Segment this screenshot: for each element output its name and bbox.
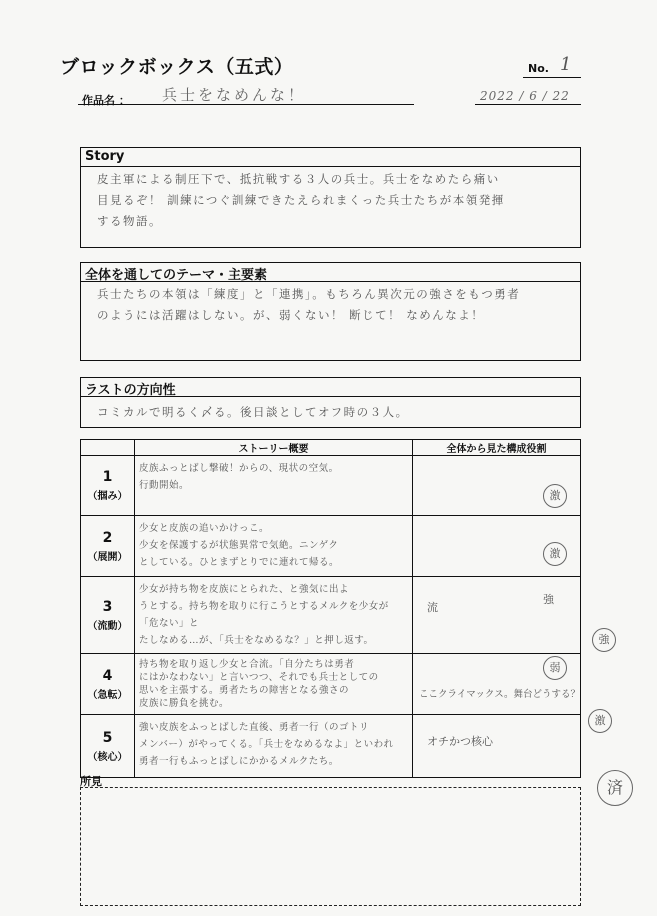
structure-table [80, 439, 581, 778]
row-story-cell [135, 577, 413, 654]
row-number-cell [81, 654, 135, 715]
row-label: （急転） [87, 689, 128, 701]
shoken-label: 所見 [80, 775, 102, 788]
table-header-row [81, 440, 581, 456]
row-role-cell [413, 577, 581, 654]
col-role-header: 全体から見た構成役割 [413, 440, 581, 456]
row-role-cell [413, 516, 581, 577]
row3-side-mark: 強 [543, 593, 554, 606]
no-label: No. [528, 62, 549, 75]
table-row [81, 577, 581, 654]
no-value: 1 [560, 54, 572, 75]
right-margin-mark: 強 [592, 628, 616, 652]
col-story-header: ストーリー概要 [135, 440, 413, 456]
work-title-label: 作品名 ： [82, 94, 130, 107]
row-number: 2 [102, 529, 113, 546]
row-number: 1 [102, 469, 113, 485]
row-role-cell [413, 715, 581, 778]
row-story-cell [135, 456, 413, 516]
right-margin-mark: 激 [588, 709, 612, 733]
row-number: 3 [102, 598, 113, 615]
row-number: 4 [102, 667, 113, 684]
table-row [81, 715, 581, 778]
row-mark: 激 [543, 484, 567, 508]
row-mark: 激 [543, 542, 567, 566]
theme-section [80, 262, 581, 361]
row-number-cell [81, 715, 135, 778]
last-section [80, 377, 581, 428]
row-mark: 流 [427, 601, 438, 614]
row-story-cell [135, 516, 413, 577]
table-row [81, 456, 581, 516]
last-text: コミカルで明るく〆る。後日談としてオフ時の３人。 [97, 405, 409, 419]
row-label: （流動） [87, 620, 128, 632]
table-row [81, 516, 581, 577]
work-title-underline [78, 104, 414, 105]
theme-text: 兵士たちの本領は「練度」と「連携」。もちろん異次元の強さをもつ勇者 のようには活躍はしない。が、弱くない！ 断じて！ なめんなよ！ [97, 287, 521, 322]
theme-heading: 全体を通してのテーマ・主要素 [81, 263, 580, 282]
row-story: 皮族ふっとばし撃破！からの、現状の空気。 行動開始。 [139, 463, 339, 491]
row-role-cell [413, 654, 581, 715]
row-label: （展開） [87, 551, 128, 563]
row-story: 持ち物を取り返し少女と合流。「自分たちは勇者 にはかなわない」と言いつつ、それでも兵士としての 思いを主張する。勇者たちの障害となる強さの 皮族に勝負を挑む。 [139, 659, 379, 709]
work-title-value: 兵士をなめんな！ [162, 86, 307, 104]
row4-circle-mark: 弱 [543, 656, 567, 680]
table-corner [81, 440, 135, 456]
shoken-box [80, 787, 581, 906]
row-story-cell [135, 715, 413, 778]
row-label: （核心） [87, 751, 128, 763]
last-heading: ラストの方向性 [81, 378, 580, 397]
story-heading: Story [81, 148, 580, 167]
story-section [80, 147, 581, 248]
no-underline [523, 77, 581, 78]
row-number-cell [81, 577, 135, 654]
table-row [81, 654, 581, 715]
row-story: 少女が持ち物を皮族にとられた、と強気に出よ うとする。持ち物を取りに行こうとするメルクを少女が「危ない」と たしなめる…が、「兵士をなめるな？」と押し返す。 [139, 584, 389, 646]
row-story-cell [135, 654, 413, 715]
row-number-cell [81, 456, 135, 516]
row-number-cell [81, 516, 135, 577]
row-number: 5 [102, 729, 113, 746]
row-mark: オチかつ核心 [427, 735, 493, 748]
date-underline [475, 104, 581, 105]
row-story: 少女と皮族の追いかけっこ。 少女を保護するが状態異常で気絶。ニンゲク としている。ひとまずとりでに連れて帰る。 [139, 523, 340, 568]
row-story: 強い皮族をふっとばした直後、勇者一行（のゴトリ メンバー）がやってくる。「兵士をなめるなよ」といわれ 勇者一行もふっとばしにかかるメルクたち。 [139, 722, 394, 767]
row-role-cell [413, 456, 581, 516]
row-mark: ここクライマックス。舞台どうする？ [419, 689, 581, 700]
page-title: ブロックボックス（五式） [60, 56, 294, 78]
row-label: （掴み） [87, 491, 128, 502]
stamp-mark: 済 [597, 770, 633, 806]
date-value: 2022 / 6 / 22 [480, 89, 570, 103]
story-text: 皮主軍による制圧下で、抵抗戦する３人の兵士。兵士をなめたら痛い 目見るぞ！ 訓練につぐ訓練できたえられまくった兵士たちが本領発揮 する物語。 [97, 172, 505, 228]
